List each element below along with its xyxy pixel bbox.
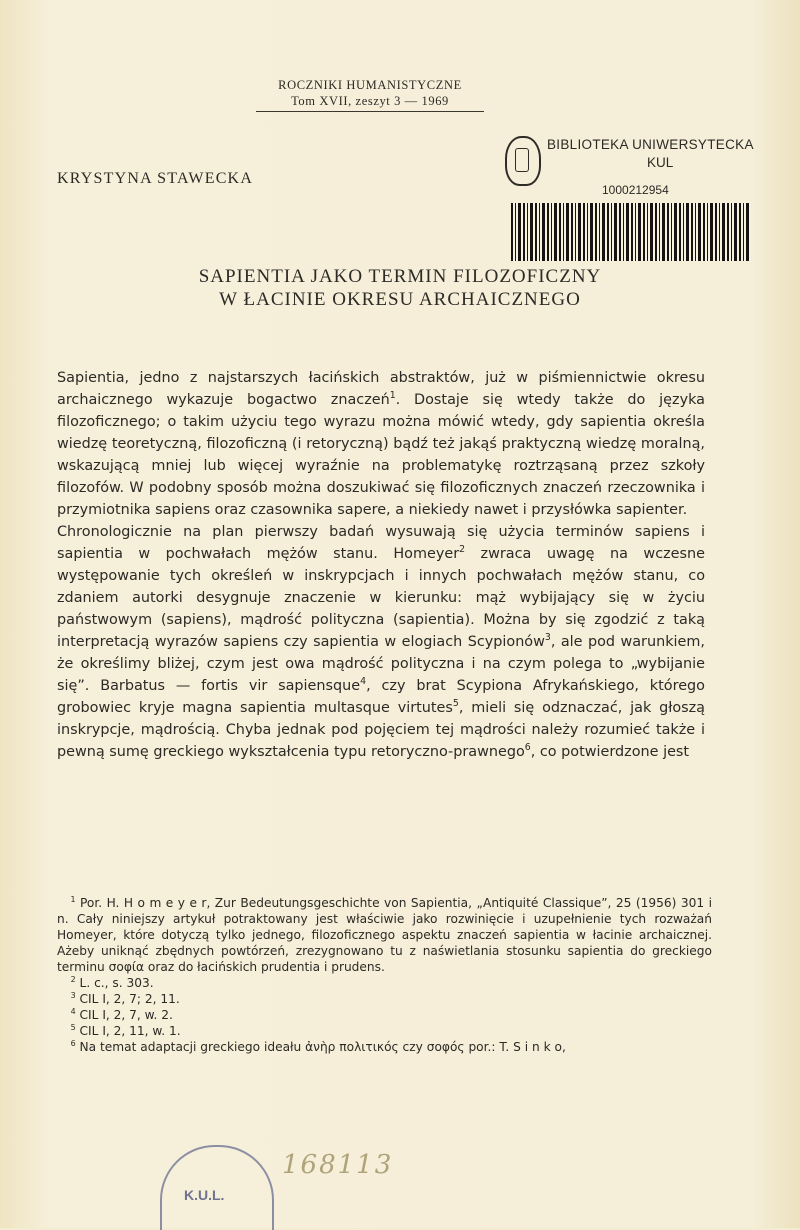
footnote-1-text: Por. H. H o m e y e r, Zur Bedeutungsgeschichte von Sapientia, „Antiquité Classique”, 25 (1956) 301 i n. Cały niniejszy artykuł potraktowany jest właściwie jako rozwinięcie i uzupełnienie tych rozważań Homeyer, które dotyczą tylko jednego, filozoficznego aspektu znaczeń sapientia w łacinie archaicznej. Ażeby uniknąć zbędnych powtórzeń, zrezygnowano tu z naświetlania stosunku sapientia do greckiego terminu σοφία oraz do łacińskich prudentia i prudens. — [57, 896, 713, 974]
footnote-3 — [57, 991, 712, 1007]
footnote-ref[interactable]: 3 — [544, 632, 551, 644]
library-barcode-stamp — [497, 128, 759, 268]
journal-issue: Tom XVII, zeszyt 3 — 1969 — [291, 94, 449, 108]
kul-library-stamp — [160, 1145, 274, 1230]
library-name: BIBLIOTEKA UNIWERSYTECKA — [547, 137, 754, 152]
paragraph-2-text-d: , czy brat Scypiona Afrykańskiego, którego grobowiec kryje magna sapientia multasque virtutes — [57, 678, 705, 716]
paragraph-2-text-f: , co potwierdzone jest — [530, 744, 690, 760]
footnote-number: 3 — [70, 990, 76, 1000]
footnote-number: 6 — [70, 1038, 76, 1048]
paragraph-1 — [57, 367, 705, 521]
paragraph-2-text-b: zwraca uwagę na wczesne występowanie tych określeń w inskrypcjach i innych pochwałach mężów stanu, co zdaniem autorki desygnuje znaczenie w kierunku: mąż wybijający się w życiu państwowym (sapiens), mądrość polityczna (sapientia). Można by się zgodzić z taką interpretacją wyrazów sapiens czy sapientia w elogiach Scypionów — [57, 546, 705, 650]
title-line-1: SAPIENTIA JAKO TERMIN FILOZOFICZNY — [198, 266, 602, 287]
header-rule — [256, 111, 484, 112]
paragraph-2-text-c: , ale pod warunkiem, że określimy bliżej, czym jest owa mądrość polityczna i na czym polega to „wybijanie się”. Barbatus — fortis vir sapiensque — [57, 634, 705, 694]
footnote-5 — [57, 1023, 712, 1039]
title-line-2: W ŁACINIE OKRESU ARCHAICZNEGO — [219, 289, 581, 310]
footnote-6-text: Na temat adaptacji greckiego ideału ἀνὴρ πολιτικός czy σοφός por.: T. S i n k o, — [79, 1040, 566, 1054]
footnote-ref[interactable]: 1 — [389, 390, 396, 402]
paragraph-1-text: Sapientia, jedno z najstarszych łacińskich abstraktów, już w piśmiennictwie okresu archaicznego wykazuje bogactwo znaczeń — [57, 370, 705, 408]
footnote-ref[interactable]: 2 — [459, 544, 466, 556]
article-title — [140, 265, 660, 311]
footnote-number: 5 — [70, 1022, 76, 1032]
journal-header — [250, 77, 490, 112]
university-seal-icon — [505, 136, 541, 186]
footnote-2 — [57, 975, 712, 991]
barcode-number: 1000212954 — [602, 183, 669, 197]
paragraph-2-text-e: , mieli się odznaczać, jak głoszą inskrypcje, mądrością. Chyba jednak pod pojęciem tej mądrości należy rozumieć także i pewną sumę greckiego wykształcenia typu retoryczno-prawnego — [57, 700, 705, 760]
footnote-number: 2 — [70, 974, 76, 984]
paragraph-1-text-rest: . Dostaje się wtedy także do języka filozoficznego; o takim użyciu tego wyrazu można mówić wtedy, gdy sapientia określa wiedzę teoretyczną, filozoficzną (i retoryczną) bądź też jakąś praktyczną wiedzę moralną, wskazującą mniej lub więcej wyraźnie na problematykę roztrząsaną przez szkoły filozofów. W podobny sposób można doszukiwać się filozoficznych znaczeń rzeczownika i przymiotnika sapiens oraz czasownika sapere, a niekiedy nawet i przysłówka sapienter. — [57, 392, 705, 518]
footnote-2-text: L. c., s. 303. — [79, 976, 154, 990]
stamp-text: K.U.L. — [184, 1187, 225, 1203]
footnote-ref[interactable]: 4 — [360, 676, 367, 688]
paragraph-2-text-a: Chronologicznie na plan pierwszy badań wysuwają się użycia terminów sapiens i sapientia w pochwałach mężów stanu. Homeyer — [57, 524, 705, 562]
footnote-ref[interactable]: 6 — [524, 742, 531, 754]
paragraph-2 — [57, 521, 705, 763]
footnote-4-text: CIL I, 2, 7, w. 2. — [79, 1008, 173, 1022]
library-abbr: KUL — [647, 155, 674, 170]
author-name: KRYSTYNA STAWECKA — [57, 170, 254, 187]
footnote-ref[interactable]: 5 — [452, 698, 459, 710]
footnote-5-text: CIL I, 2, 11, w. 1. — [79, 1024, 181, 1038]
footnote-number: 4 — [70, 1006, 76, 1016]
handwritten-number: 168113 — [282, 1150, 394, 1180]
footnote-3-text: CIL I, 2, 7; 2, 11. — [79, 992, 180, 1006]
footnote-6 — [57, 1039, 712, 1055]
footnote-4 — [57, 1007, 712, 1023]
barcode-icon — [511, 203, 751, 261]
journal-name: ROCZNIKI HUMANISTYCZNE — [278, 78, 462, 92]
footnote-number: 1 — [70, 894, 76, 904]
article-body — [57, 367, 705, 763]
footnote-1 — [57, 895, 712, 975]
footnotes — [57, 895, 712, 1055]
